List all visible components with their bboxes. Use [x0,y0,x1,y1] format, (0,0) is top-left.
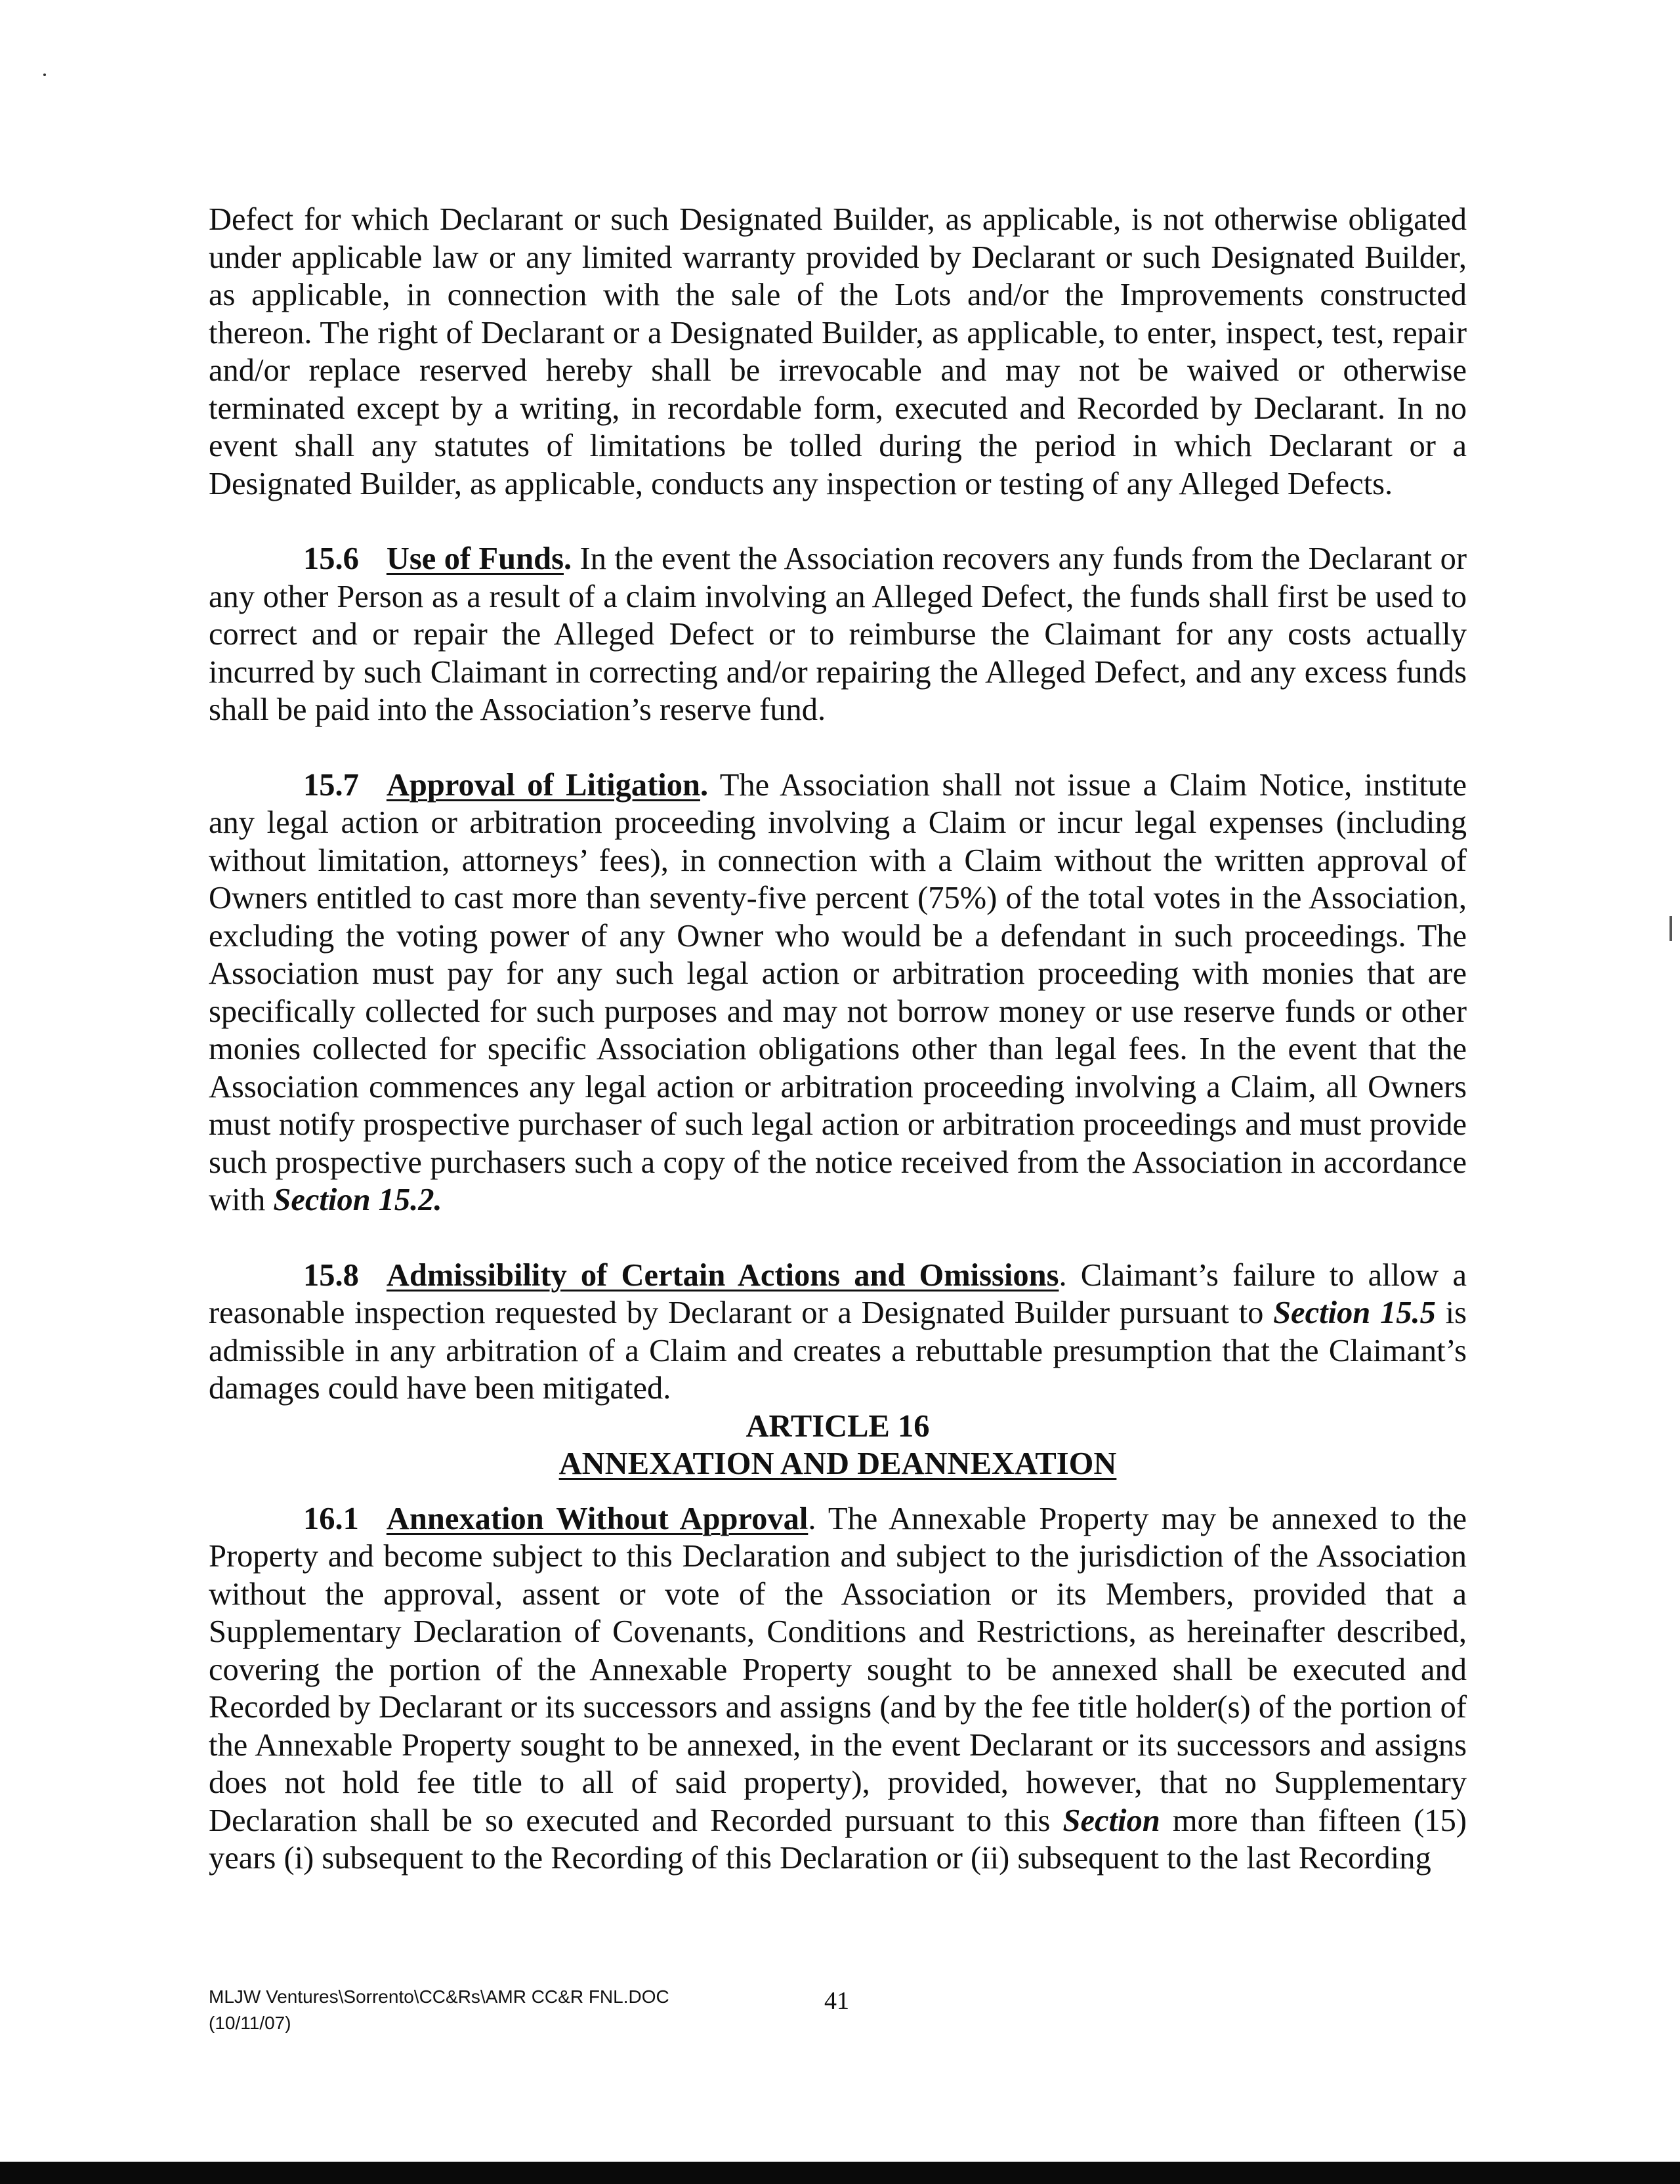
section-15-6: 15.6 Use of Funds. In the event the Association recovers any funds from the Declarant or any other Person as a result of a claim involving an Alleged Defect, the funds shall first be used to correct and or repair the Alleged Defect or to reimburse the Claimant for any costs actually incurred by such Claimant in correcting and/or repairing the Alleged Defect, and any excess funds shall be paid into the Association’s reserve fund. [209,541,1467,727]
section-text: The Association shall not issue a Claim Notice, institute any legal action or arbitration proceeding involving a Claim or incur legal expenses (including without limitation, attorneys’ fees), in connection with a Claim without the written approval of Owners entitled to cast more than seventy-five percent (75%) of the total votes in the Association, excluding the voting power of any Owner who would be a defendant in such proceedings. The Association must pay for any such legal action or arbitration proceeding with monies that are specifically collected for such purposes and may not borrow money or use reserve funds or other monies collected for specific Association obligations other than legal fees. In the event that the Association commences any legal action or arbitration proceeding involving a Claim, all Owners must notify prospective purchaser of such legal action or arbitration proceedings and must provide such prospective purchasers such a copy of the notice received from the Association in accordance with [209,767,1467,1217]
section-title: Use of Funds [386,541,564,576]
section-title: Admissibility of Certain Actions and Omissions [386,1257,1059,1293]
section-16-1: 16.1 Annexation Without Approval. The Annexable Property may be annexed to the Property and become subject to this Declaration and subject to the jurisdiction of the Association without the approval, assent or vote of the Association or its Members, provided that a Supplementary Declaration of Covenants, Conditions and Restrictions, as hereinafter described, covering the portion of the Annexable Property sought to be annexed shall be executed and Recorded by Declarant or its successors and assigns (and by the fee title holder(s) of the portion of the Annexable Property sought to be annexed, in the event Declarant or its successors and assigns does not hold fee title to all of said property), provided, however, that no Supplementary Declaration shall be so executed and Recorded pursuant to this Section more than fifteen (15) years (i) subsequent to the Recording of this Declaration or (ii) subsequent to the last Recording [209,1501,1467,1876]
section-text: In the event the Association recovers any funds from the Declarant or any other Person as a result of a claim involving an Alleged Defect, the funds shall first be used to correct and or repair the Alleged Defect or to reimburse the Claimant for any costs actually incurred by such Claimant in correcting and/or repairing the Alleged Defect, and any excess funds shall be paid into the Association’s reserve fund. [209,541,1467,727]
section-number: 16.1 [303,1501,359,1536]
section-15-8: 15.8 Admissibility of Certain Actions and Omissions. Claimant’s failure to allow a reasonable inspection requested by Declarant or a Designated Builder pursuant to Section 15.5 is admissible in any arbitration of a Claim and creates a rebuttable presumption that the Claimant’s damages could have been mitigated. [209,1257,1467,1406]
document-body [209,201,1467,1878]
article-heading: ARTICLE 16 [746,1408,930,1444]
section-number: 15.8 [303,1257,359,1293]
section-title: Annexation Without Approval [386,1501,808,1536]
footer-date: (10/11/07) [209,2013,291,2033]
article-title: ANNEXATION AND DEANNEXATION [558,1446,1117,1481]
section-reference: Section 15.5 [1273,1295,1436,1330]
footer-file-path: MLJW Ventures\Sorrento\CC&Rs\AMR CC&R FNL.DOC [209,1986,669,2007]
opening-paragraph: Defect for which Declarant or such Designated Builder, as applicable, is not otherwise obligated under applicable law or any limited warranty provided by Declarant or such Designated Builder, as applicable, in connection with the sale of the Lots and/or the Improvements constructed thereon. The right of Declarant or a Designated Builder, as applicable, to enter, inspect, test, repair and/or replace reserved hereby shall be irrevocable and may not be waived or otherwise terminated except by a writing, in recordable form, executed and Recorded by Declarant. In no event shall any statutes of limitations be tolled during the period in which Declarant or a Designated Builder, as applicable, conducts any inspection or testing of any Alleged Defects. [209,202,1467,501]
section-number: 15.7 [303,767,359,803]
section-reference: Section 15.2. [273,1183,442,1217]
section-text: Claimant’s failure to allow a reasonable inspection requested by Declarant or a Designated Builder pursuant to [209,1257,1467,1330]
section-title: Approval of Litigation [386,767,700,803]
section-reference: Section [1062,1803,1160,1838]
section-text-continued: more than fifteen (15) years (i) subsequent to the Recording of this Declaration or (ii) subsequent to the last Recording [209,1803,1467,1876]
section-text-continued: is admissible in any arbitration of a Claim and creates a rebuttable presumption that the Claimant’s damages could have been mitigated. [209,1295,1467,1406]
scan-edge-mark [1670,916,1672,941]
scan-bottom-border [0,2162,1680,2184]
section-text: The Annexable Property may be annexed to the Property and become subject to this Declaration and subject to the jurisdiction of the Association without the approval, assent or vote of the Association or its Members, provided that a Supplementary Declaration of Covenants, Conditions and Restrictions, as hereinafter described, covering the portion of the Annexable Property sought to be annexed shall be executed and Recorded by Declarant or its successors and assigns (and by the fee title holder(s) of the portion of the Annexable Property sought to be annexed, in the event Declarant or its successors and assigns does not hold fee title to all of said property), provided, however, that no Supplementary Declaration shall be so executed and Recorded pursuant to this [209,1501,1467,1838]
section-number: 15.6 [303,541,359,576]
section-15-7: 15.7 Approval of Litigation. The Association shall not issue a Claim Notice, institute any legal action or arbitration proceeding involving a Claim or incur legal expenses (including without limitation, attorneys’ fees), in connection with a Claim without the written approval of Owners entitled to cast more than seventy-five percent (75%) of the total votes in the Association, excluding the voting power of any Owner who would be a defendant in such proceedings. The Association must pay for any such legal action or arbitration proceeding with monies that are specifically collected for such purposes and may not borrow money or use reserve funds or other monies collected for specific Association obligations other than legal fees. In the event that the Association commences any legal action or arbitration proceeding involving a Claim, all Owners must notify prospective purchaser of such legal action or arbitration proceedings and must provide such prospective purchasers such a copy of the notice received from the Association in accordance with Section 15.2. [209,767,1467,1217]
page-number: 41 [824,1987,849,2015]
scan-speck [43,74,46,76]
